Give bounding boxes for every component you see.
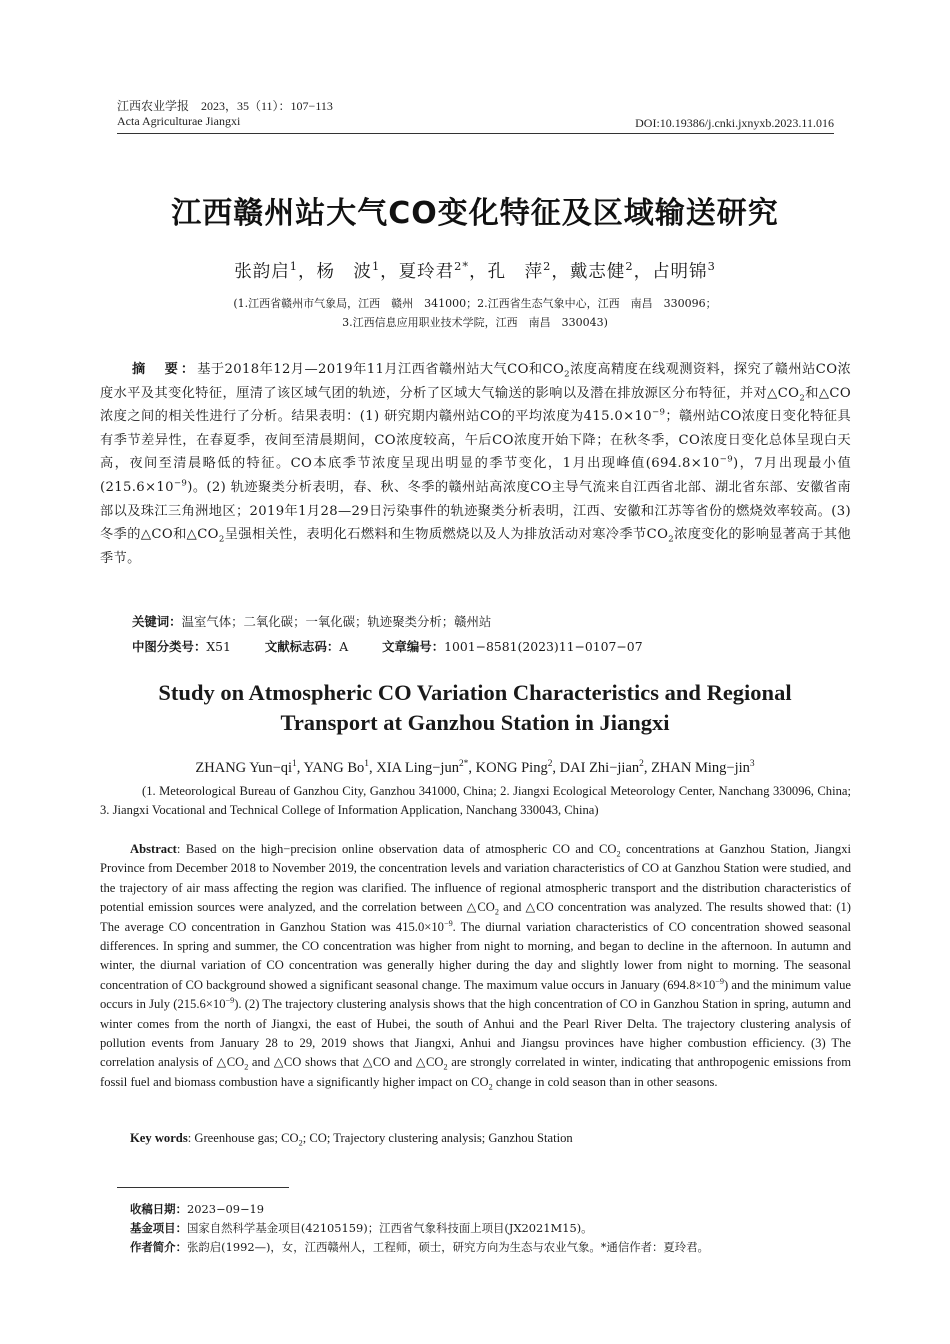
author-cn: 戴志健$^2$ xyxy=(569,259,634,282)
keywords-cn: 关键词：温室气体；二氧化碳；一氧化碳；轨迹聚类分析；赣州站 xyxy=(132,614,492,629)
footnote-author-bio: 作者简介：张韵启(1992—)，女，江西赣州人，工程师，硕士，研究方向为生态与农业气象。*通信作者：夏玲君。 xyxy=(130,1240,709,1254)
author-en: ZHAN Ming−jin$^3$ xyxy=(651,759,755,776)
abstract-label-en: Abstract xyxy=(130,842,177,856)
abstract-en: Abstract: Based on the high−precision online observation data of atmospheric CO and $CO_2$ concentrations at Ganzhou Station, Jiangxi Province from December 2018 to November 2019, the concentration levels and variation characteristics of CO at Ganzhou Station were studied, and the trajectory of air mass affecting the region was clarified. The influence of regional atmospheric transport and the distribution characteristics of potential emission sources were analyzed, and the correlation between $\triangle CO_2$ and △CO concentration was analyzed. The results showed that: (1) The average CO concentration in Ganzhou Station was $415.0\times 10^{-9}$. The diurnal variation characteristics of CO concentration showed seasonal differences. In spring and summer, the CO concentration was higher from night to morning, and began to decline in the afternoon. In autumn and winter, the diurnal variation of CO concentration was generally higher during the day and slightly lower from night to morning. The seasonal concentration of CO background showed a significant seasonal change. The maximum value occurs in January $(694.8\times 10^{-9})$ and the minimum value occurs in July $(215.6\times 10^{-9})$. (2) The trajectory clustering analysis shows that the high concentration of CO in Ganzhou Station in spring, autumn and winter comes from the north of Jiangxi, the east of Hubei, the south of Anhui and the Pearl River Delta. The trajectory clustering analysis of pollution events from January 28 to 29, 2019 shows that Jiangxi, Anhui and Jiangsu provinces have higher combustion efficiency. (3) The correlation analysis of $\triangle CO_2$ and △CO shows that △CO and $\triangle CO_2$ are strongly correlated in winter, indicating that anthropogenic emissions from fossil fuel and biomass combustion have a significantly higher impact on $CO_2$ change in cold season than in other seasons. xyxy=(100,842,852,1092)
author-list-cn: 张韵启$^1$，杨 波$^1$，夏玲君$^{2*}$，孔 萍$^2$，戴志健$^2$，占明锦$^3$ xyxy=(234,259,716,282)
abstract-label-cn: 摘 要： xyxy=(132,362,198,377)
author-cn: 杨 波$^1$ xyxy=(316,259,381,282)
footnote-received: 收稿日期：2023−09−19 xyxy=(130,1202,265,1216)
journal-name-en: Acta Agriculturae Jiangxi xyxy=(117,114,241,128)
author-en: YANG Bo$^1$ xyxy=(303,759,369,776)
author-cn: 夏玲君$^{2*}$ xyxy=(398,259,470,282)
author-en: DAI Zhi−jian$^2$ xyxy=(559,759,644,776)
classification-line: 中图分类号：X51 文献标志码：A 文章编号：1001−8581(2023)11−0107−07 xyxy=(132,639,643,654)
author-list-en: ZHANG $Yun-qi^1$, YANG Bo$^1$, XIA Ling−jun$^{2*}$, KONG Ping$^2$, DAI Zhi−jian$^2$, ZHAN Ming−jin$^3$ xyxy=(195,759,755,776)
footnote-funding: 基金项目：国家自然科学基金项目(42105159)；江西省气象科技面上项目(JX2021M15)。 xyxy=(130,1221,593,1235)
author-cn: 占明锦$^3$ xyxy=(652,259,716,282)
author-en: ZHANG $Yun-qi^1$ xyxy=(195,759,297,776)
affiliation-en: (1. Meteorological Bureau of Ganzhou City, Ganzhou 341000, China; 2. Jiangxi Ecological Meteorology Center, Nanchang 330096, China; 3. Jiangxi Vocational and Technical College of Information Application, Nanchang 330043, China) xyxy=(100,784,851,817)
author-en: XIA Ling−jun$^{2*}$ xyxy=(376,759,469,776)
footnote-rule xyxy=(117,1187,289,1188)
doi: DOI:10.19386/j.cnki.jxnyxb.2023.11.016 xyxy=(635,116,834,130)
paper-title-en: Study on Atmospheric CO Variation Characteristics and Regional Transport at Ganzhou Station in Jiangxi xyxy=(158,680,792,735)
affiliation-cn-line1: (1.江西省赣州市气象局，江西 赣州 341000；2.江西省生态气象中心，江西 南昌 330096； xyxy=(233,297,717,310)
header-rule xyxy=(117,133,834,134)
keywords-en: Key words: Greenhouse gas; $CO_2$; CO; Trajectory clustering analysis; Ganzhou Station xyxy=(130,1131,573,1148)
paper-title-cn: 江西赣州站大气CO变化特征及区域输送研究 xyxy=(171,196,779,231)
author-cn: 孔 萍$^2$ xyxy=(487,259,552,282)
author-en: KONG Ping$^2$ xyxy=(475,759,553,776)
author-cn: 张韵启$^1$ xyxy=(234,259,298,282)
affiliation-cn-line2: 3.江西信息应用职业技术学院，江西 南昌 330043) xyxy=(342,316,608,329)
abstract-cn: 摘 要：基于2018年12月—2019年11月江西省赣州站大气CO和$CO_2$浓度高精度在线观测资料，探究了赣州站CO浓度水平及其变化特征，厘清了该区域气团的轨迹，分析了区域大气输送的影响以及潜在排放源区分布特征，并对$\triangle CO_2$和△CO浓度之间的相关性进行了分析。结果表明：(1) 研究期内赣州站CO的平均浓度为$415.0\times 10^{-9}$；赣州站CO浓度日变化特征具有季节差异性，在春夏季，夜间至清晨期间，CO浓度较高，午后CO浓度开始下降；在秋冬季，CO浓度日变化总体呈现白天高，夜间至清晨略低的特征。CO本底季节浓度呈现出明显的季节变化，1月出现峰值$(694.8\times 10^{-9})$，7月出现最小值$(215.6\times 10^{-9})$。(2) 轨迹聚类分析表明，春、秋、冬季的赣州站高浓度CO主导气流来自江西省北部、湖北省东部、安徽省南部以及珠江三角洲地区；2019年1月28—29日污染事件的轨迹聚类分析表明，江西、安徽和江苏等省份的燃烧效率较高。(3) 冬季的△CO和$\triangle CO_2$呈强相关性，表明化石燃料和生物质燃烧以及人为排放活动对寒冷季节$CO_2$浓度变化的影响显著高于其他季节。 xyxy=(100,362,852,566)
journal-citation: 江西农业学报 2023，35（11）：107−113 xyxy=(117,99,333,113)
